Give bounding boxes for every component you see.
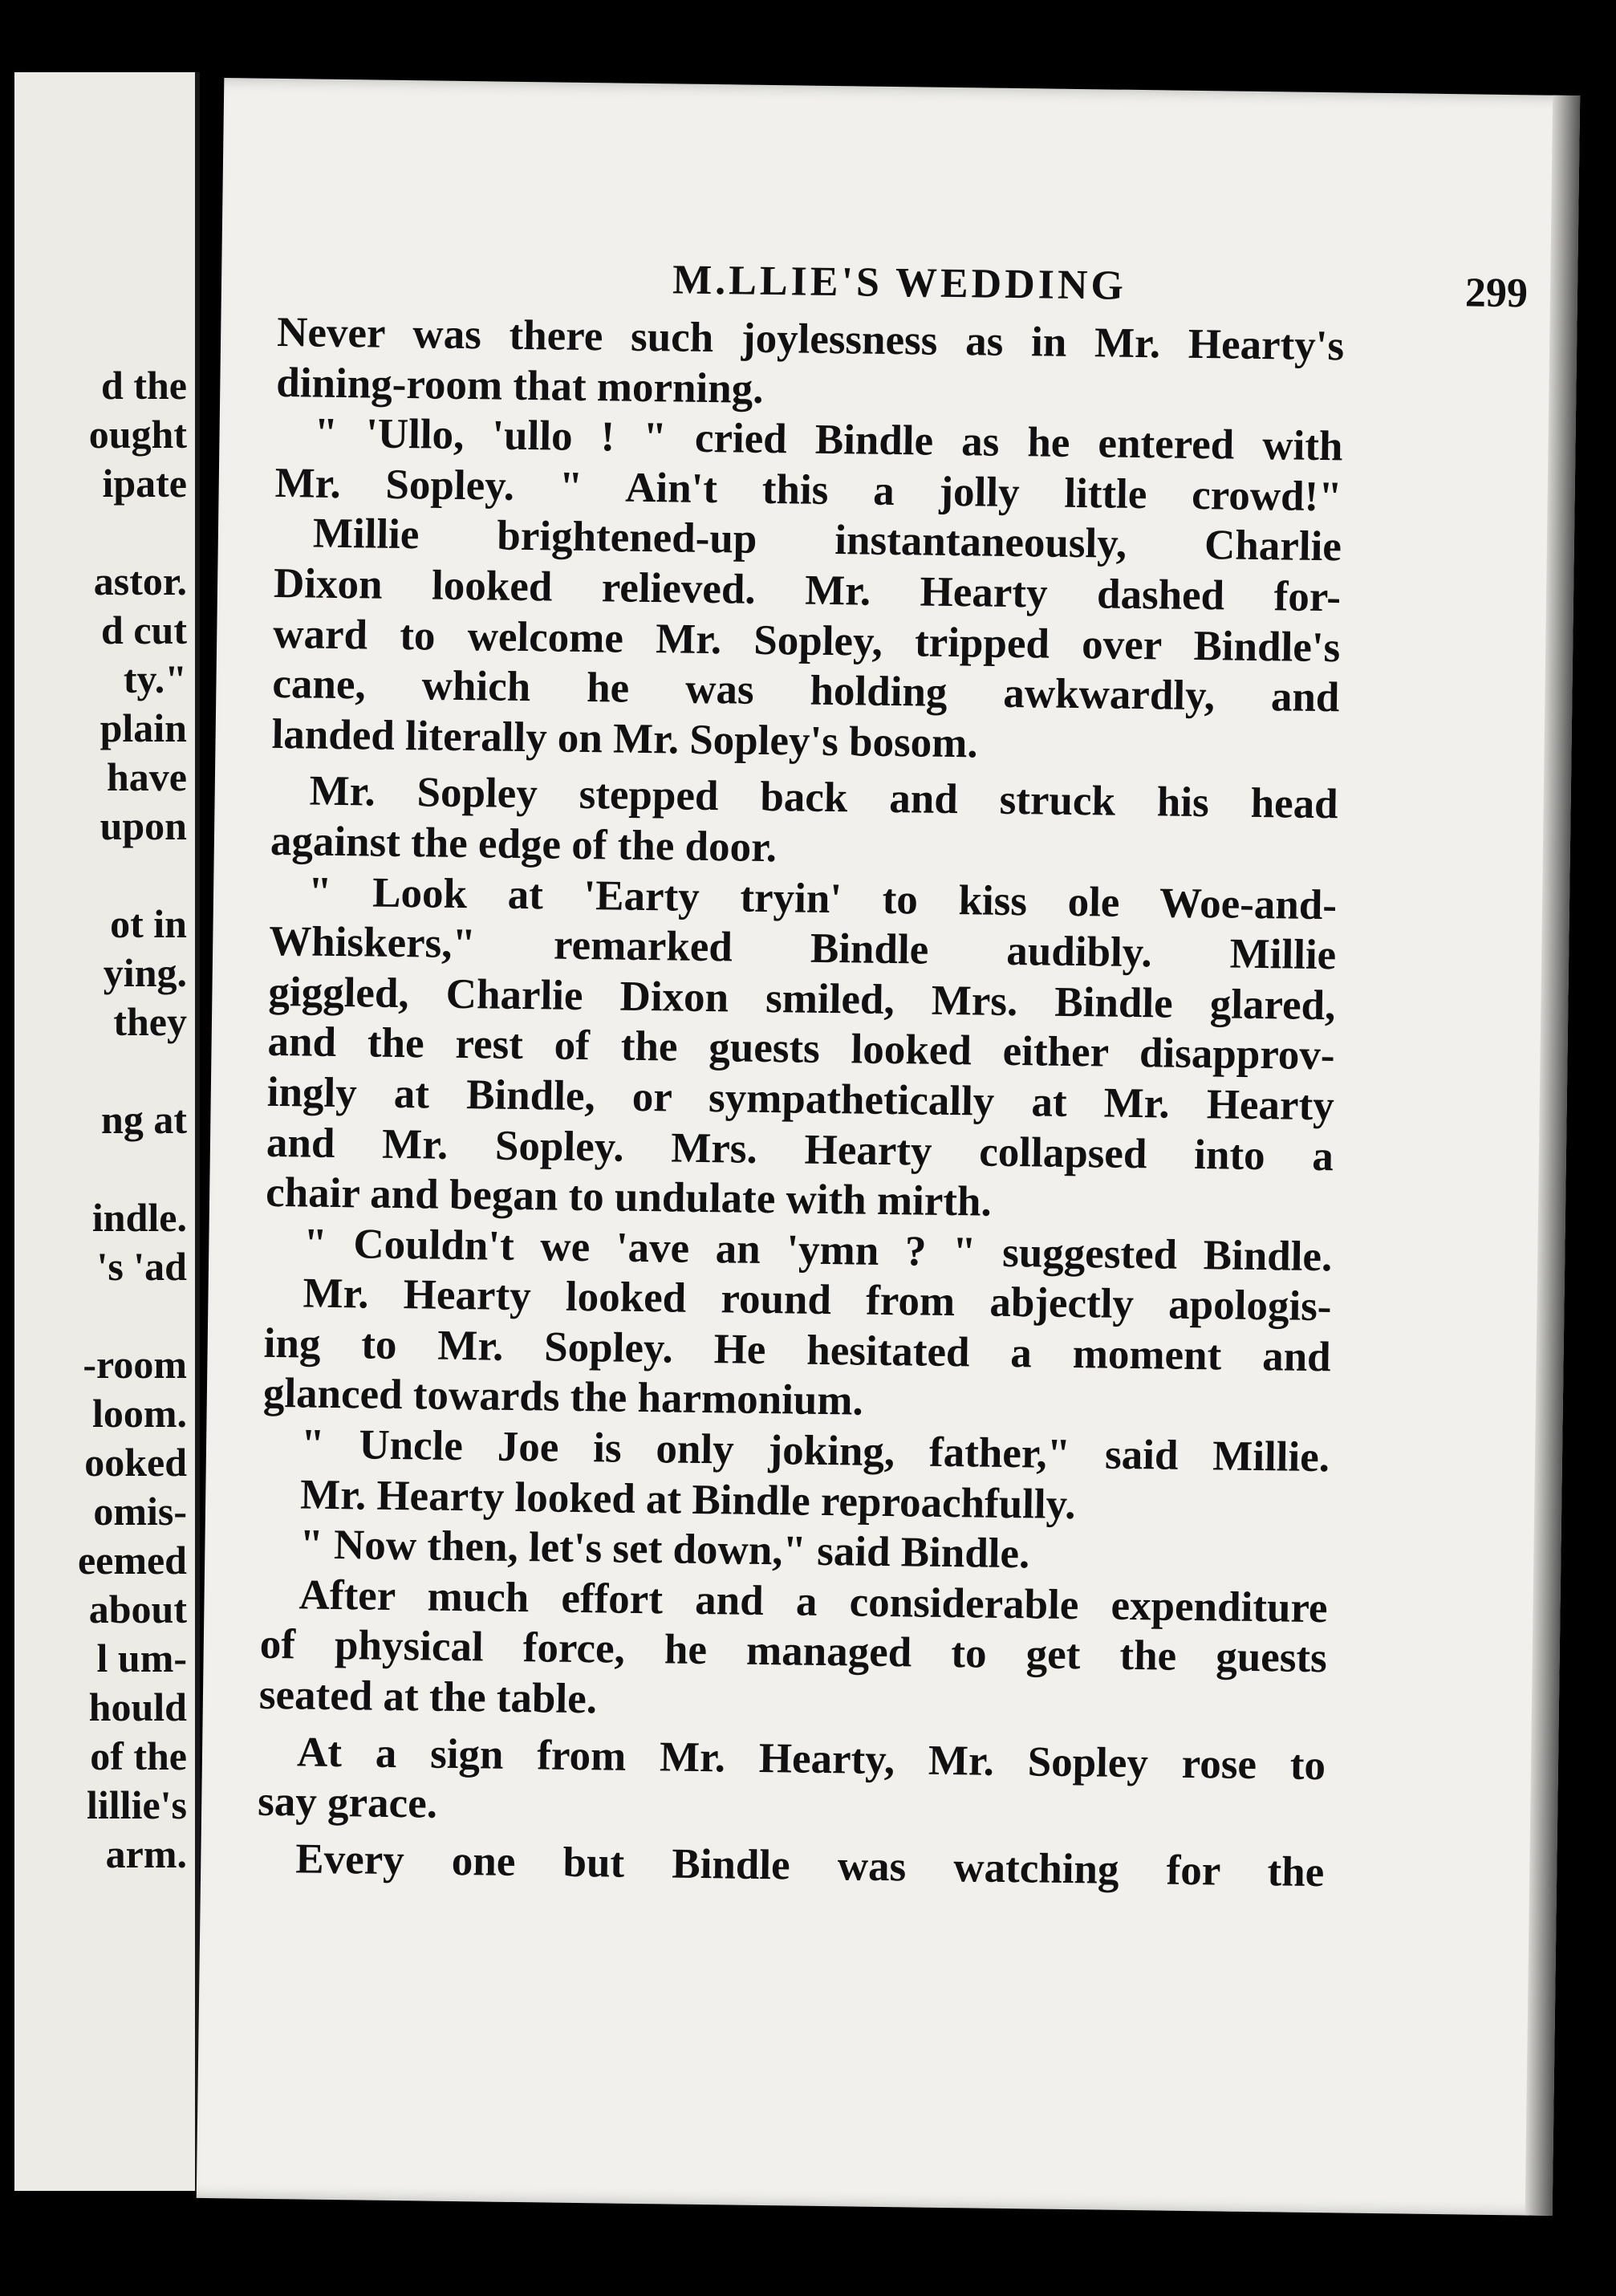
text-line: and Mr. Sopley. Mrs. Hearty collapsed into a [266,1119,1334,1180]
left-page-line: of the [90,1733,187,1778]
left-page-line: d the [101,363,187,408]
text-line: After much effort and a considerable expenditure [298,1571,1328,1632]
left-page-line: eemed [77,1538,187,1583]
page-number: 299 [1464,270,1529,317]
left-page-line: ipate [102,461,187,506]
text-line: ing to Mr. Sopley. He hesitated a moment and [263,1319,1331,1381]
left-page-line: hould [88,1684,187,1729]
text-line: chair and began to undulate with mirth. [265,1168,993,1225]
text-line: ward to welcome Mr. Sopley, tripped over Bindle's [272,610,1341,671]
left-page-line: have [107,754,187,799]
text-line: glanced towards the harmonium. [262,1370,864,1425]
text-line: Dixon looked relieved. Mr. Hearty dashed for- [273,559,1342,621]
text-line: " 'Ullo, 'ullo ! " cried Bindle as he entered with [314,409,1343,470]
text-line: say grace. [257,1778,438,1827]
left-page-line: ooked [84,1440,187,1485]
page-edge [1525,95,1581,2216]
text-line: " Look at 'Earty tryin' to kiss ole Woe-and- [307,868,1338,929]
left-page-line: -room [83,1342,187,1387]
left-page-line: lillie's [87,1782,187,1827]
text-line: Never was there such joylessness as in Mr. Hearty's [276,308,1345,370]
left-page-line: loom. [91,1391,187,1436]
text-line: landed literally on Mr. Sopley's bosom. [271,710,978,767]
text-line: " Now then, let's set down," said Bindle. [299,1521,1030,1578]
left-page-line: ying. [103,950,187,995]
text-line: giggled, Charlie Dixon smiled, Mrs. Bindle glared, [268,968,1336,1029]
text-line: Millie brightened-up instantaneously, Charlie [312,510,1342,571]
left-page-line: ought [88,412,187,457]
text-line: cane, which he was holding awkwardly, and [272,660,1340,721]
left-page-line: astor. [93,559,187,603]
text-line: " Couldn't we 'ave an 'ymn ? " suggested Bindle. [302,1220,1333,1280]
text-line: of physical force, he managed to get the guests [259,1621,1328,1682]
left-page-line: plain [99,705,187,750]
text-line: and the rest of the guests looked either disapprov- [267,1018,1335,1079]
text-line: Mr. Sopley. " Ain't this a jolly little crowd!" [274,459,1343,521]
text-line: ingly at Bindle, or sympathetically at Mr. Hearty [266,1068,1335,1130]
text-line: Mr. Hearty looked at Bindle reproachfully. [299,1471,1076,1528]
left-page-line: upon [99,803,187,848]
left-page-line: l um- [96,1636,187,1680]
left-page-line: d cut [101,608,187,652]
left-page-line: they [113,999,187,1044]
left-page-line: ng at [101,1097,187,1142]
text-line: Every one but Bindle was watching for the [294,1835,1325,1896]
left-page-line: 's 'ad [96,1244,187,1289]
text-line: Mr. Hearty looked round from abjectly apologis- [302,1270,1332,1331]
left-page-line: arm. [105,1831,187,1876]
left-page-line: indle. [91,1195,187,1240]
text-line: Whiskers," remarked Bindle audibly. Millie [268,918,1337,979]
text-line: seated at the table. [258,1671,598,1723]
body-text [257,307,1345,1898]
text-line: " Uncle Joe is only joking, father," said Millie. [300,1420,1330,1481]
text-line: Mr. Sopley stepped back and struck his head [309,767,1339,828]
text-line: against the edge of the door. [270,817,778,872]
left-page-line: omis- [93,1489,187,1534]
running-head: M.LLIE'S WEDDING [672,257,1127,309]
text-line: dining-room that morning. [276,359,764,412]
left-page-line: ty." [123,656,187,701]
left-facing-page [14,72,200,2191]
left-page-line: about [88,1587,187,1632]
text-line: At a sign from Mr. Hearty, Mr. Sopley rose to [296,1729,1326,1789]
left-page-line: ot in [110,901,187,946]
book-page [197,78,1580,2216]
